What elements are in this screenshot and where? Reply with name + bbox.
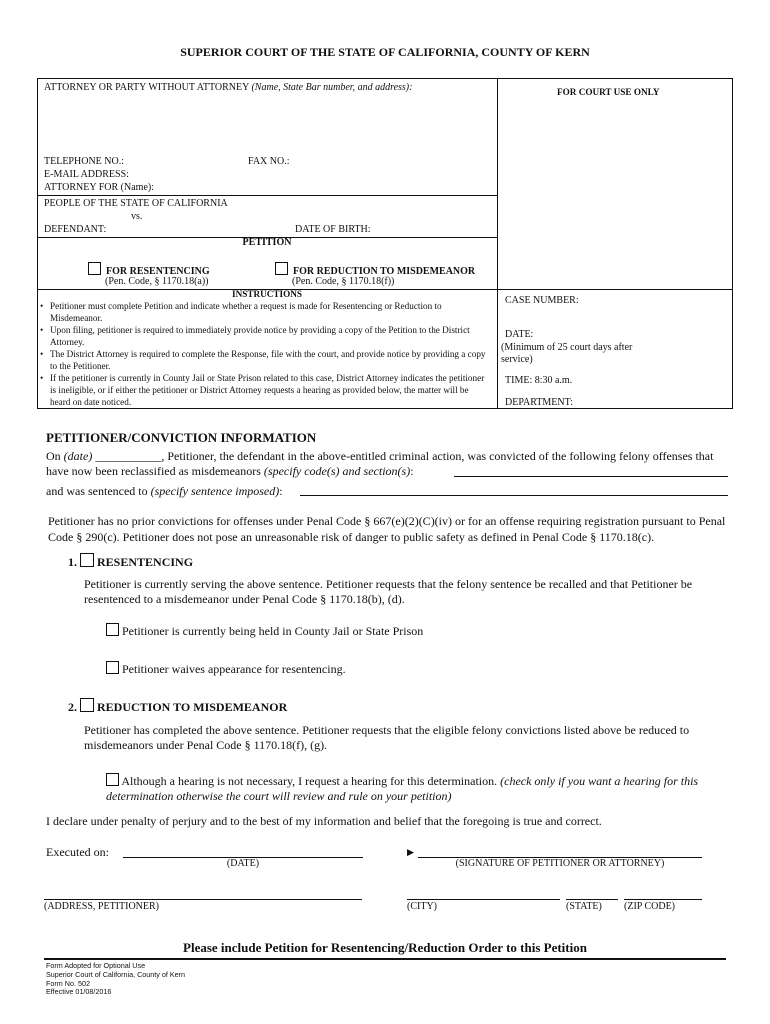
resentencing-checkbox[interactable] bbox=[88, 262, 101, 275]
petition-heading: PETITION bbox=[242, 237, 292, 248]
resentencing-section-header[interactable]: 1. RESENTENCING bbox=[68, 555, 194, 569]
reduction-code: (Pen. Code, § 1170.18(f)) bbox=[292, 276, 395, 287]
city-caption: (CITY) bbox=[407, 901, 437, 912]
instructions-title: INSTRUCTIONS bbox=[232, 289, 302, 299]
sentence-blank[interactable] bbox=[300, 495, 728, 496]
jail-prison-option[interactable]: Petitioner is currently being held in County Jail or State Prison bbox=[106, 623, 423, 639]
dob-label[interactable]: DATE OF BIRTH: bbox=[295, 224, 371, 235]
instruction-item: • If the petitioner is currently in County Jail or State Prison related to this case, District Attorney indicates the petitioner is ineligible, or if either the petitioner or District Attorney requests a hearing as provided below, the matter will be heard on date noticed. bbox=[38, 372, 490, 408]
attorney-for-label[interactable]: ATTORNEY FOR (Name): bbox=[44, 182, 154, 193]
executed-on-label: Executed on: bbox=[46, 845, 109, 859]
hearing-date-label[interactable]: DATE: bbox=[505, 329, 534, 340]
reduction-option[interactable]: FOR REDUCTION TO MISDEMEANOR bbox=[275, 262, 475, 277]
address-line[interactable] bbox=[44, 899, 362, 900]
telephone-label[interactable]: TELEPHONE NO.: bbox=[44, 156, 124, 167]
waive-appearance-checkbox[interactable] bbox=[106, 661, 119, 674]
fax-label[interactable]: FAX NO.: bbox=[248, 156, 290, 167]
codes-blank[interactable] bbox=[454, 476, 728, 477]
defendant-label[interactable]: DEFENDANT: bbox=[44, 224, 107, 235]
email-label[interactable]: E-MAIL ADDRESS: bbox=[44, 169, 129, 180]
court-title: SUPERIOR COURT OF THE STATE OF CALIFORNIA, COUNTY OF KERN bbox=[180, 45, 590, 59]
jail-prison-checkbox[interactable] bbox=[106, 623, 119, 636]
reduction-section-header[interactable]: 2. REDUCTION TO MISDEMEANOR bbox=[68, 700, 288, 714]
conviction-paragraph: On (date) ___________, Petitioner, the defendant in the above-entitled criminal action, was convicted of the following felony offenses that have now been reclassified as misdemeanors (specify code(s) and section(s): bbox=[46, 449, 714, 478]
section1-checkbox[interactable] bbox=[80, 553, 94, 567]
zip-line[interactable] bbox=[624, 899, 702, 900]
prior-convictions-text: Petitioner has no prior convictions for offenses under Penal Code § 667(e)(2)(C)(iv) or for an offense requiring registration pursuant to Penal Code § 290(c). Petitioner does not pose an unreasonable risk of danger to public safety as defined in Penal Code § 1170.18(c). bbox=[48, 514, 726, 544]
reduction-text: Petitioner has completed the above sentence. Petitioner requests that the eligible felony convictions listed above be reduced to misdemeanors under Penal Code § 1170.18(f), (g). bbox=[84, 723, 690, 752]
section2-checkbox[interactable] bbox=[80, 698, 94, 712]
vs-label: vs. bbox=[131, 211, 143, 222]
request-hearing-checkbox[interactable] bbox=[106, 773, 119, 786]
instruction-item: • Upon filing, petitioner is required to immediately provide notice by providing a copy of the Petition to the District Attorney. bbox=[38, 324, 490, 348]
zip-caption: (ZIP CODE) bbox=[624, 901, 676, 912]
footer-line: Form No. 502 bbox=[46, 978, 90, 988]
attorney-label: ATTORNEY OR PARTY WITHOUT ATTORNEY (Name, State Bar number, and address): bbox=[44, 82, 413, 93]
instruction-item: • Petitioner must complete Petition and indicate whether a request is made for Resentencing or Reduction to Misdemeanor. bbox=[38, 300, 490, 324]
declaration-text: I declare under penalty of perjury and to the best of my information and belief that the foregoing is true and correct. bbox=[46, 814, 602, 828]
footer-rule bbox=[44, 958, 726, 960]
state-caption: (STATE) bbox=[566, 901, 602, 912]
hearing-time: TIME: 8:30 a.m. bbox=[505, 375, 573, 386]
instructions-list bbox=[38, 300, 490, 408]
reduction-checkbox[interactable] bbox=[275, 262, 288, 275]
include-order-note: Please include Petition for Resentencing/Reduction Order to this Petition bbox=[183, 940, 587, 955]
footer-line: Form Adopted for Optional Use bbox=[46, 961, 146, 970]
request-hearing-option[interactable]: Although a hearing is not necessary, I request a hearing for this determination. (check only if you want a hearing for this determination otherwise the court will review and rule on your petition) bbox=[106, 774, 699, 803]
footer-block bbox=[46, 962, 185, 997]
caption-divider bbox=[497, 78, 498, 409]
instruction-item: • The District Attorney is required to complete the Response, file with the court, and provide notice by providing a copy to the Petitioner. bbox=[38, 348, 490, 372]
city-line[interactable] bbox=[407, 899, 560, 900]
department-label[interactable]: DEPARTMENT: bbox=[505, 397, 573, 408]
court-use-label: FOR COURT USE ONLY bbox=[557, 87, 660, 97]
resentencing-text: Petitioner is currently serving the above sentence. Petitioner requests that the felony sentence be recalled and that Petitioner be resentenced to a misdemeanor under Penal Code § 1170.18(b), (d). bbox=[84, 577, 693, 606]
waive-appearance-option[interactable]: Petitioner waives appearance for resentencing. bbox=[106, 661, 346, 677]
signature-caption: (SIGNATURE OF PETITIONER OR ATTORNEY) bbox=[455, 858, 665, 869]
section-title: PETITIONER/CONVICTION INFORMATION bbox=[46, 430, 317, 445]
state-line[interactable] bbox=[566, 899, 618, 900]
hearing-date-note: (Minimum of 25 court days after service) bbox=[501, 342, 633, 365]
case-number-label[interactable]: CASE NUMBER: bbox=[505, 295, 579, 306]
address-caption: (ADDRESS, PETITIONER) bbox=[44, 901, 159, 912]
people-label: PEOPLE OF THE STATE OF CALIFORNIA bbox=[44, 198, 228, 209]
date-caption: (DATE) bbox=[226, 858, 260, 869]
footer-line: Superior Court of California, County of Kern bbox=[46, 969, 186, 979]
footer-line: Effective 01/08/2016 bbox=[46, 987, 112, 997]
resentencing-option[interactable]: FOR RESENTENCING bbox=[88, 262, 210, 277]
sentence-line-label: and was sentenced to (specify sentence imposed): bbox=[46, 484, 283, 498]
resentencing-code: (Pen. Code, § 1170.18(a)) bbox=[105, 276, 209, 287]
signature-arrow-icon: ▶ bbox=[407, 847, 415, 857]
conviction-date-blank[interactable]: ___________ bbox=[95, 449, 162, 463]
